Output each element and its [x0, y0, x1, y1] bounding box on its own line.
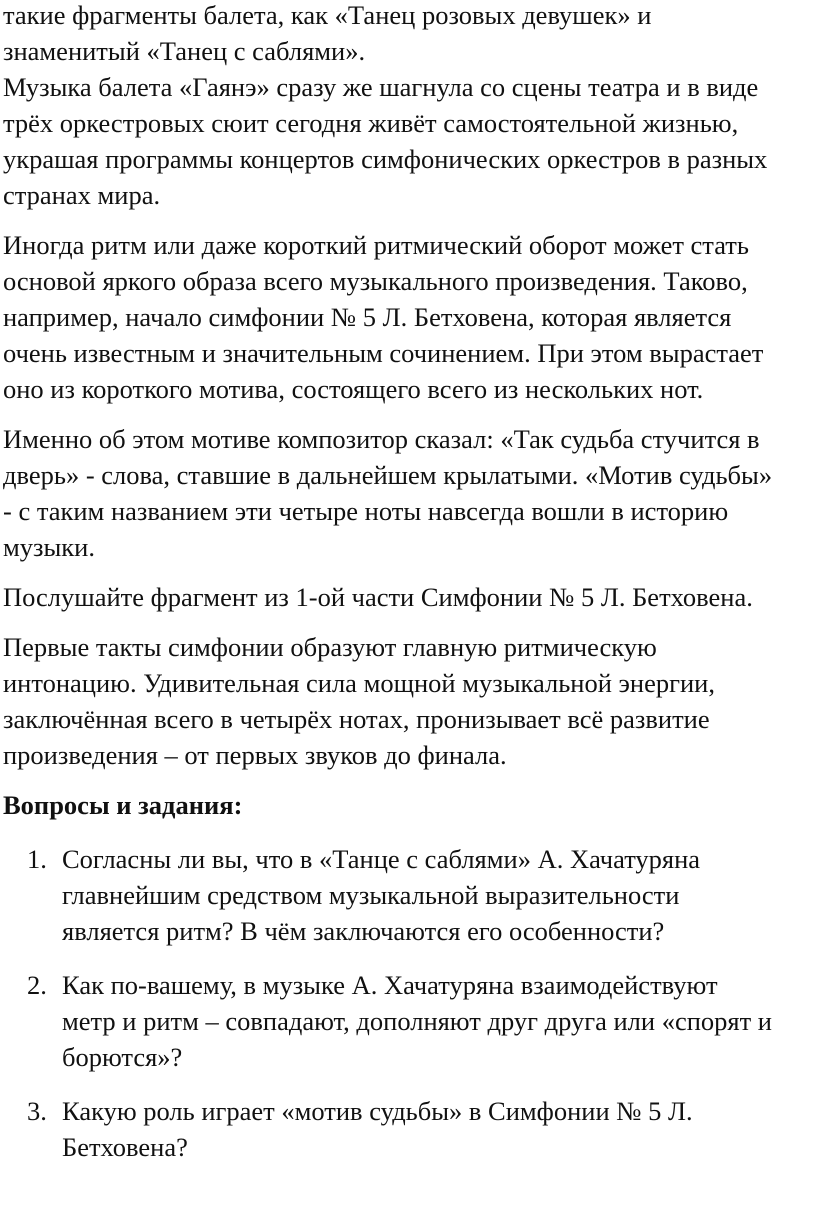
text-line: оно из короткого мотива, состоящего всего из нескольких нот. — [3, 374, 704, 404]
text-line: Иногда ритм или даже короткий ритмический оборот может стать — [3, 230, 749, 260]
text-line: Первые такты симфонии образуют главную ритмическую — [3, 632, 657, 662]
section-heading — [3, 787, 813, 823]
paragraph-5 — [3, 579, 813, 615]
text-line: Именно об этом мотиве композитор сказал: «Так судьба стучится в — [3, 424, 760, 454]
questions-list — [3, 841, 813, 1165]
text-line: главнейшим средством музыкальной выразительности — [62, 880, 680, 910]
text-line: дверь» - слова, ставшие в дальнейшем крылатыми. «Мотив судьбы» — [3, 460, 773, 490]
paragraph-2 — [3, 69, 813, 213]
document-page — [3, 0, 813, 1165]
paragraph-3 — [3, 227, 813, 407]
paragraph-1 — [3, 0, 813, 69]
text-line: борются»? — [62, 1042, 183, 1072]
text-line: является ритм? В чём заключаются его особенности? — [62, 916, 665, 946]
list-item-number: 1. — [27, 844, 47, 874]
list-item-number: 3. — [27, 1096, 47, 1126]
spacer — [3, 615, 813, 629]
text-line: например, начало симфонии № 5 Л. Бетховена, которая является — [3, 302, 732, 332]
text-line: такие фрагменты балета, как «Танец розовых девушек» и — [3, 0, 652, 30]
text-line: Послушайте фрагмент из 1-ой части Симфонии № 5 Л. Бетховена. — [3, 582, 753, 612]
spacer — [3, 213, 813, 227]
list-item — [3, 967, 813, 1075]
list-item — [3, 1093, 813, 1165]
text-line: очень известным и значительным сочинением. При этом вырастает — [3, 338, 764, 368]
spacer — [3, 1075, 813, 1093]
text-line: Бетховена? — [62, 1132, 188, 1162]
text-line: произведения – от первых звуков до финала. — [3, 740, 507, 770]
spacer — [3, 565, 813, 579]
heading-text: Вопросы и задания: — [3, 790, 243, 820]
text-line: - с таким названием эти четыре ноты навсегда вошли в историю — [3, 496, 729, 526]
paragraph-6 — [3, 629, 813, 773]
text-line: трёх оркестровых сюит сегодня живёт самостоятельной жизнью, — [3, 108, 739, 138]
spacer — [3, 773, 813, 787]
text-line: знаменитый «Танец с саблями». — [3, 36, 366, 66]
spacer — [3, 949, 813, 967]
text-line: Согласны ли вы, что в «Танце с саблями» А. Хачатуряна — [62, 844, 701, 874]
list-item — [3, 841, 813, 949]
list-item-number: 2. — [27, 970, 47, 1000]
text-line: Музыка балета «Гаянэ» сразу же шагнула со сцены театра и в виде — [3, 72, 759, 102]
spacer — [3, 407, 813, 421]
text-line: Как по-вашему, в музыке А. Хачатуряна взаимодействуют — [62, 970, 718, 1000]
paragraph-4 — [3, 421, 813, 565]
text-line: интонацию. Удивительная сила мощной музыкальной энергии, — [3, 668, 715, 698]
text-line: странах мира. — [3, 180, 161, 210]
text-line: Какую роль играет «мотив судьбы» в Симфонии № 5 Л. — [62, 1096, 693, 1126]
text-line: украшая программы концертов симфонических оркестров в разных — [3, 144, 768, 174]
text-line: музыки. — [3, 532, 95, 562]
text-line: основой яркого образа всего музыкального произведения. Таково, — [3, 266, 748, 296]
spacer — [3, 823, 813, 841]
text-line: заключённая всего в четырёх нотах, пронизывает всё развитие — [3, 704, 710, 734]
text-line: метр и ритм – совпадают, дополняют друг друга или «спорят и — [62, 1006, 772, 1036]
